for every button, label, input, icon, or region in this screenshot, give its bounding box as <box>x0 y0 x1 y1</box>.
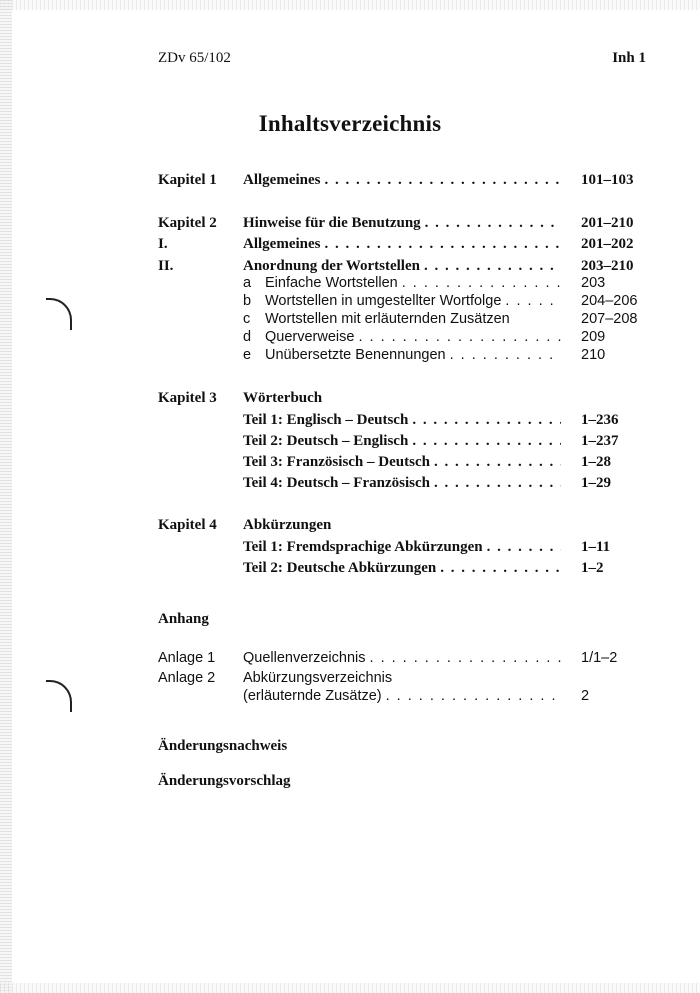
page-range: 207–208 <box>581 311 638 327</box>
aenderungsnachweis-heading: Änderungsnachweis <box>158 738 288 754</box>
page-range: 203 <box>581 275 606 291</box>
leader-dots <box>412 431 561 451</box>
page-label: Inh 1 <box>612 50 646 66</box>
toc-row-kapitel-3-teil-3 <box>0 452 700 472</box>
subsection-letter: b <box>243 293 252 309</box>
toc-row-kapitel-4-teil-2 <box>0 558 700 578</box>
subsection-title: Querverweise <box>265 329 355 345</box>
page-range: 203–210 <box>581 258 634 274</box>
page-range: 1–29 <box>581 475 611 491</box>
subsection-title: Unübersetzte Benennungen <box>265 347 446 363</box>
toc-row-kapitel-3-teil-1 <box>0 410 700 430</box>
toc-row-kapitel-1 <box>0 170 700 190</box>
subsection-title: Wortstellen in umgestellter Wortfolge <box>265 293 502 309</box>
subsection-letter: c <box>243 311 251 327</box>
page-title: Inhaltsverzeichnis <box>258 111 442 136</box>
page-range: 209 <box>581 329 606 345</box>
leader-dots <box>370 648 561 668</box>
toc-row-kapitel-3-teil-2 <box>0 431 700 451</box>
part-title: Teil 1: Englisch – Deutsch <box>243 412 409 428</box>
page-range: 201–210 <box>581 215 634 231</box>
leader-dots <box>386 686 561 706</box>
appendix-label: Anlage 2 <box>158 670 216 686</box>
leader-dots <box>324 234 561 254</box>
section-number: I. <box>158 236 168 252</box>
page-range: 1–237 <box>581 433 619 449</box>
subsection-title: Einfache Wortstellen <box>265 275 398 291</box>
toc-row-subsection-e <box>0 345 700 365</box>
section-title: Anordnung der Wortstellen <box>243 258 420 274</box>
appendix-title: Abkürzungsverzeichnis <box>243 670 393 686</box>
chapter-title: Wörterbuch <box>243 390 323 406</box>
leader-dots <box>402 273 561 293</box>
leader-dots <box>487 537 561 557</box>
scan-edge-left <box>0 0 12 993</box>
appendix-title-cont: (erläuternde Zusätze) <box>243 688 382 704</box>
part-title: Teil 1: Fremdsprachige Abkürzungen <box>243 539 483 555</box>
chapter-label: Kapitel 2 <box>158 215 217 231</box>
toc-row-anlage-2 <box>0 668 700 688</box>
toc-row-kapitel-2 <box>0 213 700 233</box>
leader-dots <box>434 473 561 493</box>
page-range: 1–28 <box>581 454 611 470</box>
section-title: Allgemeines <box>243 236 321 252</box>
page-range: 1–236 <box>581 412 619 428</box>
appendix-title: Quellenverzeichnis <box>243 650 366 666</box>
leader-dots <box>412 410 561 430</box>
anhang-heading: Anhang <box>158 611 209 627</box>
chapter-title: Allgemeines <box>243 172 321 188</box>
page-range: 210 <box>581 347 606 363</box>
toc-row-anlage-1 <box>0 648 700 668</box>
chapter-title: Abkürzungen <box>243 517 332 533</box>
chapter-label: Kapitel 3 <box>158 390 217 406</box>
page-range: 1/1–2 <box>581 650 618 666</box>
subsection-title: Wortstellen mit erläuternden Zusätzen <box>265 311 510 327</box>
page-range: 204–206 <box>581 293 638 309</box>
toc-row-kapitel-3-teil-4 <box>0 473 700 493</box>
toc-row-anlage-2-cont <box>0 686 700 706</box>
page-range: 101–103 <box>581 172 634 188</box>
subsection-letter: e <box>243 347 252 363</box>
leader-dots <box>440 558 561 578</box>
part-title: Teil 3: Französisch – Deutsch <box>243 454 430 470</box>
subsection-letter: d <box>243 329 252 345</box>
leader-dots <box>358 327 561 347</box>
leader-dots <box>434 452 561 472</box>
part-title: Teil 4: Deutsch – Französisch <box>243 475 430 491</box>
page-range: 1–2 <box>581 560 604 576</box>
aenderungsvorschlag-heading: Änderungsvorschlag <box>158 773 291 789</box>
leader-dots <box>324 170 561 190</box>
subsection-letter: a <box>243 275 252 291</box>
scan-edge-top <box>0 0 700 10</box>
part-title: Teil 2: Deutsch – Englisch <box>243 433 409 449</box>
leader-dots <box>505 291 561 311</box>
chapter-title: Hinweise für die Benutzung <box>243 215 421 231</box>
toc-row-subsection-d <box>0 327 700 347</box>
page-range: 201–202 <box>581 236 634 252</box>
toc-row-subsection-c <box>0 309 700 329</box>
toc-row-subsection-a <box>0 273 700 293</box>
leader-dots <box>425 213 561 233</box>
document-id: ZDv 65/102 <box>158 50 231 66</box>
toc-row-subsection-b <box>0 291 700 311</box>
toc-row-kapitel-4 <box>0 515 700 535</box>
leader-dots <box>450 345 561 365</box>
toc-row-section-1 <box>0 234 700 254</box>
part-title: Teil 2: Deutsche Abkürzungen <box>243 560 437 576</box>
chapter-label: Kapitel 1 <box>158 172 217 188</box>
section-number: II. <box>158 258 174 274</box>
chapter-label: Kapitel 4 <box>158 517 217 533</box>
toc-row-kapitel-4-teil-1 <box>0 537 700 557</box>
appendix-label: Anlage 1 <box>158 650 216 666</box>
page-range: 1–11 <box>581 539 611 555</box>
toc-row-kapitel-3 <box>0 388 700 408</box>
page-range: 2 <box>581 688 590 704</box>
scan-edge-bottom <box>0 983 700 993</box>
